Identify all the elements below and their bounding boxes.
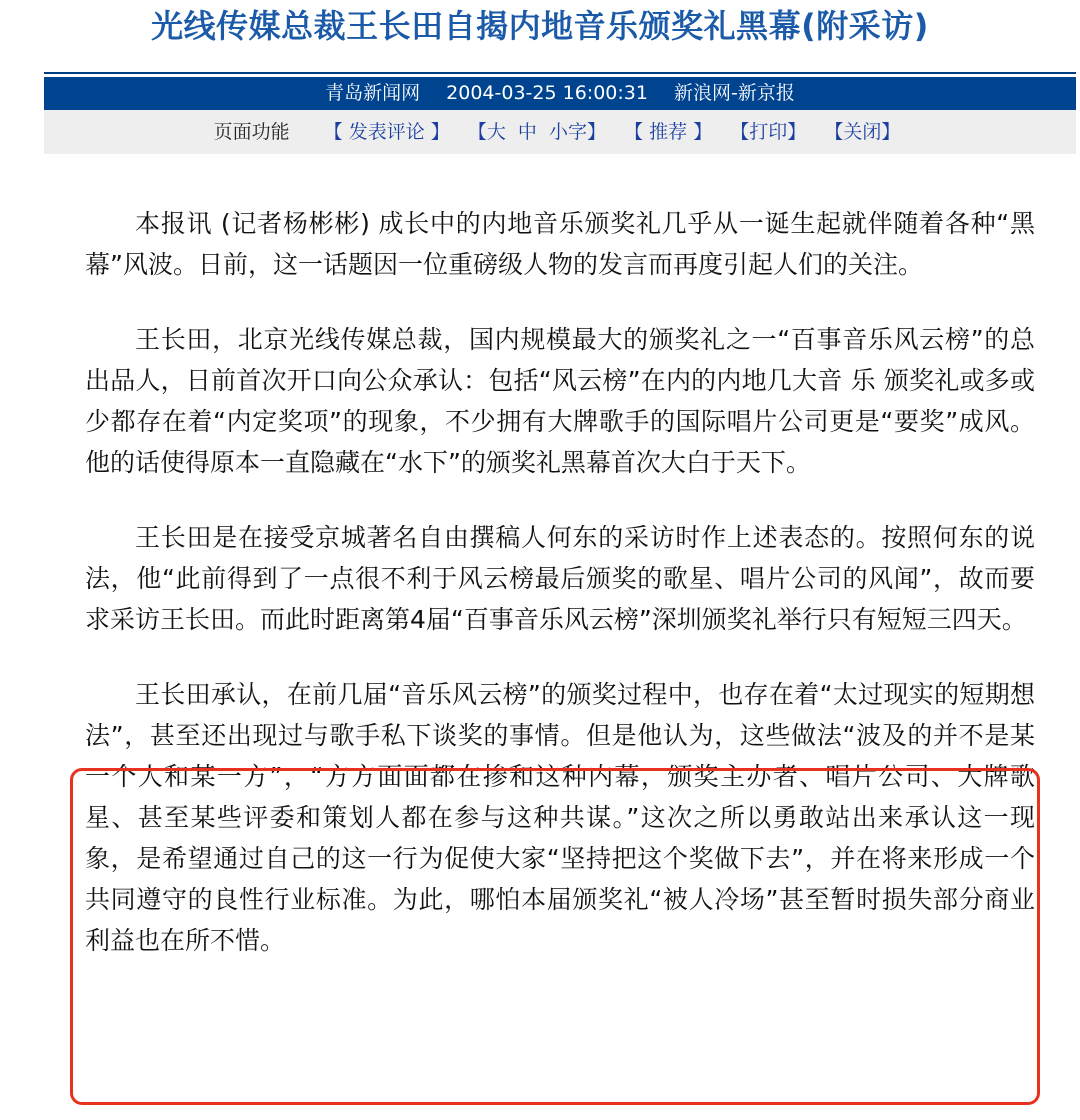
font-size-small-link[interactable]: 小字 <box>549 121 588 143</box>
comment-group: 【 发表评论 】 <box>323 121 450 143</box>
font-size-group: 【大 中 小字】 <box>467 121 607 143</box>
article-paragraph-4: 王长田承认，在前几届“音乐风云榜”的颁奖过程中，也存在着“太过现实的短期想法”，甚至还出现过与歌手私下谈奖的事情。但是他认为，这些做法“波及的并不是某一个人和某一方”，“方方面面都在掺和这种内幕，颁奖主办者、唱片公司、大牌歌星、甚至某些评委和策划人都在参与这种共谋。”这次之所以勇敢站出来承认这一现象，是希望通过自己的这一行为促使大家“坚持把这个奖做下去”，并在将来形成一个共同遵守的良性行业标准。为此，哪怕本届颁奖礼“被人冷场”甚至暂时损失部分商业利益也在所不惜。 <box>85 680 1035 955</box>
article-paragraph-3: 王长田是在接受京城著名自由撰稿人何东的采访时作上述表态的。按照何东的说法，他“此前得到了一点很不利于风云榜最后颁奖的歌星、唱片公司的风闻”，故而要求采访王长田。而此时距离第4届“百事音乐风云榜”深圳颁奖礼举行只有短短三四天。 <box>85 523 1035 634</box>
article-meta-bar <box>44 77 1076 110</box>
recommend-link[interactable]: 推荐 <box>649 121 688 143</box>
close-group: 【关闭】 <box>824 121 901 143</box>
meta-origin: 新浪网-新京报 <box>673 82 795 104</box>
article-paragraph-2: 王长田，北京光线传媒总裁，国内规模最大的颁奖礼之一“百事音乐风云榜”的总出品人，日前首次开口向公众承认：包括“风云榜”在内的内地几大音 乐 颁奖礼或多或少都存在着“内定奖项”的现象，不少拥有大牌歌手的国际唱片公司更是“要奖”成风。他的话使得原本一直隐藏在“水下”的颁奖礼黑幕首次大白于天下。 <box>85 325 1035 477</box>
print-group: 【打印】 <box>730 121 807 143</box>
page-functions-bar <box>44 110 1076 154</box>
page-functions-label: 页面功能 <box>213 121 290 143</box>
close-link[interactable]: 关闭 <box>843 121 882 143</box>
meta-datetime: 2004-03-25 16:00:31 <box>446 82 648 104</box>
font-size-large-link[interactable]: 大 <box>486 121 506 143</box>
recommend-group: 【 推荐 】 <box>624 121 713 143</box>
article-paragraph-1: 本报讯 (记者杨彬彬) 成长中的内地音乐颁奖礼几乎从一诞生起就伴随着各种“黑幕”风波。日前，这一话题因一位重磅级人物的发言而再度引起人们的关注。 <box>85 209 1035 279</box>
print-link[interactable]: 打印 <box>749 121 788 143</box>
meta-source: 青岛新闻网 <box>325 82 421 104</box>
header-divider <box>44 72 1076 74</box>
post-comment-link[interactable]: 发表评论 <box>348 121 425 143</box>
font-size-medium-link[interactable]: 中 <box>517 121 537 143</box>
highlight-annotation-box <box>70 768 1040 1105</box>
article-headline: 光线传媒总裁王长田自揭内地音乐颁奖礼黑幕(附采访) <box>151 7 929 45</box>
